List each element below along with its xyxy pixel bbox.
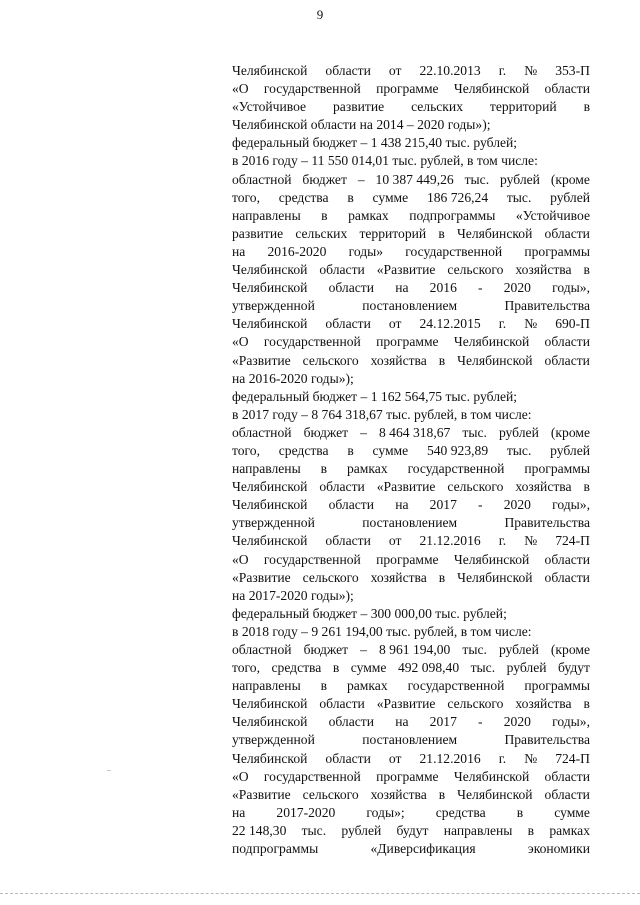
word: в: [438, 569, 446, 585]
text-line: [232, 786, 590, 804]
word: того,: [232, 442, 260, 458]
word: в: [320, 678, 328, 694]
word: (кроме: [550, 424, 590, 440]
word: Челябинской: [453, 334, 530, 350]
word: тыс.: [464, 171, 490, 187]
word: Челябинской: [232, 280, 308, 296]
word: в: [438, 352, 446, 368]
word: в: [321, 207, 328, 223]
word: области: [544, 569, 590, 585]
word: 2020: [503, 280, 531, 296]
word: хозяйства: [515, 479, 572, 495]
word: Челябинской: [232, 714, 308, 730]
word: 2017-2020: [276, 804, 336, 820]
text-line: [232, 279, 590, 297]
word: экономики: [527, 841, 590, 857]
word: территорий: [489, 99, 557, 115]
word: годы»;: [366, 804, 405, 820]
word: 2020: [503, 497, 531, 513]
word: подпрограммы: [409, 207, 496, 223]
word: подпрограммы: [232, 841, 319, 857]
word: рамках: [348, 207, 389, 223]
word: средства: [278, 442, 329, 458]
word: направлены: [232, 207, 301, 223]
word: №: [524, 750, 538, 766]
word: сельского: [447, 479, 504, 495]
word: «Развитие: [376, 262, 436, 278]
text-line: [232, 171, 590, 189]
text-line: в 2016 году – 11 550 014,01 тыс. рублей, в том числе:: [232, 153, 538, 169]
text-line: [232, 478, 590, 496]
text-line: в 2018 году – 9 261 194,00 тыс. рублей, в том числе:: [232, 623, 532, 639]
word: –: [360, 642, 367, 657]
word: №: [524, 533, 538, 549]
text-line: [232, 315, 590, 333]
word: (кроме: [550, 642, 590, 657]
word: «Развитие: [232, 786, 291, 802]
word: 724-П: [555, 750, 590, 766]
word: областной: [232, 171, 292, 187]
word: Челябинской: [232, 262, 308, 278]
word: сельского: [302, 569, 359, 585]
text-line: [232, 352, 590, 370]
word: области: [544, 768, 590, 784]
word: рублей: [498, 424, 539, 440]
word: (кроме: [550, 171, 590, 187]
word: г.: [498, 750, 507, 766]
word: государственной: [263, 334, 361, 350]
word: от: [388, 533, 402, 549]
word: области: [319, 479, 365, 495]
word: 10 387 449,26: [375, 171, 454, 187]
text-line: федеральный бюджет – 1 162 564,75 тыс. рублей;: [232, 388, 518, 404]
word: сельских: [411, 99, 463, 115]
word: направлены: [232, 461, 301, 477]
text-line: [232, 768, 590, 786]
word: сельского: [302, 352, 359, 368]
word: в: [583, 262, 590, 278]
word: от: [388, 316, 402, 332]
word: на: [232, 804, 246, 820]
word: Челябинской: [232, 316, 308, 332]
word: в: [583, 479, 590, 495]
word: г.: [498, 533, 507, 549]
word: области: [319, 262, 365, 278]
word: тыс.: [506, 442, 532, 458]
word: Челябинской: [232, 750, 308, 766]
word: в: [438, 786, 446, 802]
word: тыс.: [470, 660, 496, 676]
word: рублей: [500, 171, 540, 187]
word: области: [319, 696, 365, 712]
word: хозяйства: [370, 352, 427, 368]
word: рамках: [549, 822, 590, 838]
word: Челябинской: [453, 768, 530, 784]
word: средства: [435, 804, 486, 820]
word: 353-П: [555, 63, 590, 78]
word: в: [583, 696, 590, 712]
word: г.: [498, 316, 507, 332]
word: «О: [232, 551, 249, 567]
word: будут: [396, 822, 429, 838]
text-line: [232, 496, 590, 514]
word: постановлением: [362, 298, 458, 314]
word: рублей: [550, 189, 590, 205]
text-line: [232, 333, 590, 351]
word: на: [395, 497, 409, 513]
word: рублей: [498, 642, 539, 657]
word: сумме: [350, 660, 387, 676]
word: развитие: [333, 99, 385, 115]
word: 2017: [429, 714, 457, 730]
text-line: [232, 460, 590, 478]
word: на: [395, 714, 409, 730]
word: постановлением: [362, 515, 458, 531]
word: 21.12.2016: [419, 750, 481, 766]
word: 24.12.2015: [419, 316, 481, 332]
text-line: [232, 840, 590, 858]
word: в: [583, 99, 590, 115]
word: бюджет: [303, 642, 349, 657]
word: хозяйства: [370, 569, 427, 585]
word: рамках: [346, 678, 388, 694]
text-line: [232, 243, 590, 261]
word: Челябинской: [453, 81, 530, 97]
word: тыс.: [506, 189, 532, 205]
text-line: [232, 731, 590, 749]
word: г.: [498, 63, 507, 78]
word: сельских: [295, 225, 348, 241]
margin-mark: [107, 770, 111, 771]
word: Челябинской: [232, 497, 308, 513]
word: государственной: [407, 678, 505, 694]
text-line: [232, 225, 590, 243]
word: «Устойчивое: [515, 207, 590, 223]
word: «Развитие: [232, 569, 291, 585]
word: области: [544, 352, 590, 368]
document-body: [232, 62, 590, 858]
word: хозяйства: [370, 786, 427, 802]
word: области: [544, 551, 590, 567]
text-line: [232, 713, 590, 731]
word: областной: [232, 424, 292, 440]
word: Челябинской: [457, 352, 533, 368]
word: от: [388, 750, 402, 766]
word: государственной: [263, 551, 361, 567]
text-line: [232, 641, 590, 659]
word: годы»,: [552, 497, 590, 513]
word: того,: [232, 189, 260, 205]
text-line: Челябинской области на 2014 – 2020 годы»);: [232, 117, 491, 133]
word: 2016: [429, 280, 457, 296]
word: программе: [376, 334, 439, 350]
word: «О: [232, 768, 249, 784]
word: на: [232, 243, 246, 259]
word: Челябинской: [457, 569, 533, 585]
page-number: 9: [316, 7, 324, 22]
word: –: [357, 171, 365, 187]
word: на: [395, 280, 409, 296]
word: 2017: [429, 497, 457, 513]
word: утвержденной: [232, 732, 315, 748]
word: Челябинской: [232, 63, 308, 78]
word: области: [325, 63, 371, 78]
word: территорий: [359, 225, 427, 241]
word: утвержденной: [232, 515, 315, 531]
text-line: [232, 750, 590, 768]
word: области: [544, 334, 590, 350]
word: средства: [278, 189, 329, 205]
word: области: [328, 280, 375, 296]
text-line: [232, 189, 590, 207]
word: области: [544, 81, 590, 97]
word: программы: [524, 678, 590, 694]
text-line: [232, 659, 590, 677]
text-line: на 2016-2020 годы»);: [232, 370, 354, 386]
word: от: [388, 63, 402, 78]
word: 8 464 318,67: [378, 424, 451, 440]
word: сумме: [372, 189, 409, 205]
text-line: [232, 424, 590, 442]
word: хозяйства: [515, 262, 572, 278]
word: тыс.: [462, 424, 487, 440]
word: годы»: [348, 243, 384, 259]
text-line: федеральный бюджет – 1 438 215,40 тыс. рублей;: [232, 135, 518, 151]
word: 492 098,40: [397, 660, 460, 676]
word: Челябинской: [456, 225, 533, 241]
word: в: [516, 804, 524, 820]
word: программы: [524, 243, 590, 259]
word: в: [347, 189, 354, 205]
word: Правительства: [504, 298, 590, 314]
word: годы»,: [552, 714, 590, 730]
text-line: [232, 442, 590, 460]
word: -: [478, 714, 483, 730]
word: 690-П: [555, 316, 590, 332]
word: -: [478, 497, 483, 513]
word: Челябинской: [453, 551, 530, 567]
word: Челябинской: [232, 696, 308, 712]
word: рамках: [346, 461, 388, 477]
text-line: [232, 695, 590, 713]
word: области: [325, 750, 371, 766]
word: -: [478, 280, 483, 296]
word: постановлением: [362, 732, 458, 748]
text-line: [232, 532, 590, 550]
word: рублей: [506, 660, 547, 676]
text-line: [232, 569, 590, 587]
text-line: [232, 551, 590, 569]
word: развитие: [232, 225, 284, 241]
word: того,: [232, 660, 260, 676]
word: 540 923,89: [426, 442, 489, 458]
word: 21.12.2016: [419, 533, 481, 549]
word: Челябинской: [232, 533, 308, 549]
word: области: [328, 714, 375, 730]
word: №: [524, 63, 538, 78]
text-line: на 2017-2020 годы»);: [232, 587, 354, 603]
word: программе: [376, 768, 439, 784]
word: направлены: [232, 678, 301, 694]
word: хозяйства: [515, 696, 572, 712]
text-line: [232, 297, 590, 315]
word: тыс.: [301, 822, 327, 838]
word: государственной: [263, 768, 361, 784]
word: 22.10.2013: [419, 63, 481, 78]
word: «Развитие: [232, 352, 291, 368]
text-line: в 2017 году – 8 764 318,67 тыс. рублей, в том числе:: [232, 406, 532, 422]
word: сумме: [372, 442, 409, 458]
text-line: [232, 261, 590, 279]
word: 2020: [503, 714, 531, 730]
word: бюджет: [302, 171, 347, 187]
text-line: [232, 822, 590, 840]
word: программе: [376, 551, 439, 567]
word: области: [328, 497, 375, 513]
text-line: [232, 80, 590, 98]
text-line: федеральный бюджет – 300 000,00 тыс. рублей;: [232, 605, 507, 621]
word: сумме: [554, 804, 590, 820]
word: сельского: [447, 696, 504, 712]
text-line: [232, 98, 590, 116]
word: направлены: [443, 822, 513, 838]
word: в: [347, 442, 354, 458]
text-line: [232, 62, 590, 80]
word: сельского: [447, 262, 504, 278]
word: области: [544, 786, 590, 802]
word: Правительства: [504, 515, 590, 531]
text-line: [232, 514, 590, 532]
word: в: [527, 822, 535, 838]
word: государственной: [263, 81, 361, 97]
word: 22 148,30: [232, 822, 287, 838]
word: 724-П: [555, 533, 590, 549]
word: области: [544, 225, 590, 241]
page-bottom-edge: [0, 893, 640, 895]
word: рублей: [550, 442, 590, 458]
word: области: [325, 316, 371, 332]
word: «Развитие: [376, 479, 436, 495]
word: «Развитие: [376, 696, 436, 712]
word: 8 961 194,00: [378, 642, 451, 657]
word: программы: [524, 461, 590, 477]
word: «Диверсификация: [370, 841, 476, 857]
text-line: [232, 207, 590, 225]
word: рублей: [341, 822, 382, 838]
word: «О: [232, 81, 249, 97]
word: годы»,: [552, 280, 590, 296]
word: областной: [232, 642, 292, 657]
word: –: [360, 424, 367, 440]
word: государственной: [405, 243, 503, 259]
word: государственной: [407, 461, 505, 477]
word: в: [332, 660, 340, 676]
text-line: [232, 677, 590, 695]
word: будут: [557, 660, 590, 676]
word: в: [320, 461, 328, 477]
word: Челябинской: [232, 479, 308, 495]
word: 2016-2020: [267, 243, 327, 259]
word: №: [524, 316, 538, 332]
word: «О: [232, 334, 249, 350]
word: бюджет: [303, 424, 349, 440]
word: сельского: [302, 786, 359, 802]
word: Правительства: [504, 732, 590, 748]
word: программе: [376, 81, 439, 97]
word: области: [325, 533, 371, 549]
word: тыс.: [462, 642, 487, 657]
word: в: [438, 225, 445, 241]
word: «Устойчивое: [232, 99, 307, 115]
word: Челябинской: [457, 786, 533, 802]
word: средства: [271, 660, 322, 676]
word: 186 726,24: [426, 189, 489, 205]
word: утвержденной: [232, 298, 315, 314]
text-line: [232, 804, 590, 822]
